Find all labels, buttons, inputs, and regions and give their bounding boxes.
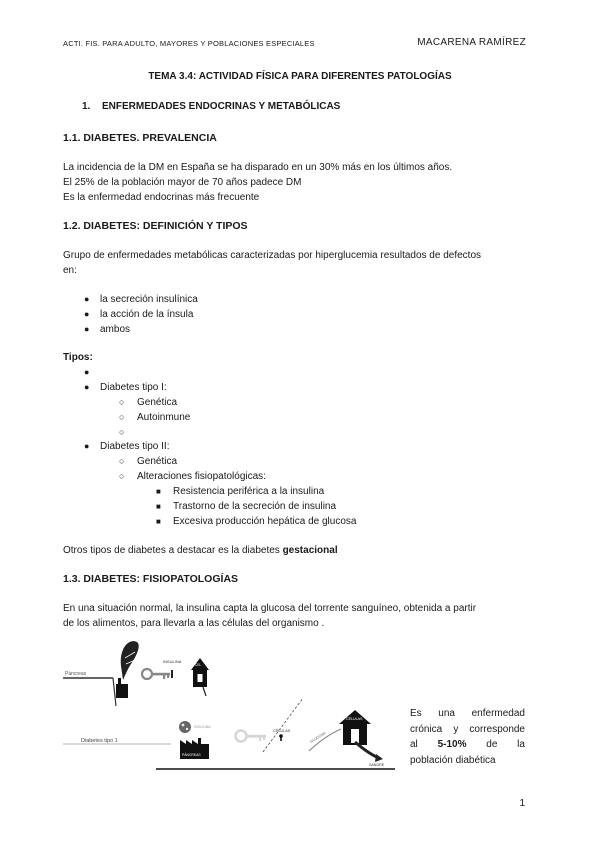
list-item: ○ Genética <box>119 456 178 467</box>
list-item: ■ Resistencia periférica a la insulina <box>156 486 325 497</box>
insulin-mechanism-figure <box>63 636 408 774</box>
factory-chimney <box>118 678 121 685</box>
type-1-sublist <box>119 395 191 440</box>
list-item: ● la acción de la ínsula <box>84 309 194 320</box>
defects-list <box>84 292 198 337</box>
bullet-circle-icon: ○ <box>119 456 125 466</box>
list-item: ○ Autoinmune <box>119 412 191 423</box>
bullet-square-icon: ■ <box>156 517 161 526</box>
prevalence-paragraph <box>63 160 533 205</box>
bullet-disc-icon: ● <box>84 367 90 377</box>
bullet-square-icon: ■ <box>156 487 161 496</box>
pathophysiology-sublist <box>156 484 357 529</box>
gestational-line: Otros tipos de diabetes a destacar es la diabetes gestacional <box>63 545 338 556</box>
bullet-circle-icon: ○ <box>119 412 125 422</box>
section-1-heading <box>82 101 340 112</box>
faded-key-icon <box>236 731 267 742</box>
prevalence-line: Es la enfermedad endocrinas más frecuente <box>63 192 260 203</box>
header-author: MACARENA RAMÍREZ <box>417 37 526 48</box>
list-item: ■ Trastorno de la secreción de insulina <box>156 501 337 512</box>
pancreas-figure <box>116 641 139 698</box>
row-1-label: Páncreas <box>65 671 87 677</box>
side-note-line: Es una enfermedad <box>410 708 525 719</box>
side-note <box>410 706 525 768</box>
keyhole-icon <box>279 734 283 741</box>
types-list-cont <box>84 439 170 454</box>
side-note-line: población diabética <box>410 754 496 766</box>
physiopathology-paragraph <box>63 601 533 631</box>
dashed-line <box>263 698 303 752</box>
physiopathology-line: En una situación normal, la insulina capta la glucosa del torrente sanguíneo, obtenida a partir <box>63 603 477 614</box>
bullet-disc-icon: ● <box>84 382 90 392</box>
definition-line: Grupo de enfermedades metabólicas caracterizadas por hiperglucemia resultados de defectos <box>63 250 482 261</box>
side-note-line: crónica y corresponde <box>410 723 525 735</box>
list-item-type-2: ● Diabetes tipo II: <box>84 441 170 452</box>
type-2-sublist <box>119 454 266 484</box>
lock-bar <box>171 670 173 678</box>
page-number: 1 <box>519 798 525 809</box>
list-item: ● la secreción insulínica <box>84 294 198 305</box>
page-title: TEMA 3.4: ACTIVIDAD FÍSICA PARA DIFERENTES PATOLOGÍAS <box>148 71 452 82</box>
list-item-empty <box>84 365 167 380</box>
bullet-circle-icon: ○ <box>119 471 125 481</box>
section-1-label: ENFERMEDADES ENDOCRINAS Y METABÓLICAS <box>102 101 341 112</box>
types-list <box>84 365 167 395</box>
bullet-circle-icon: ○ <box>119 427 125 437</box>
glucose-caption: GLUCOSA <box>309 731 327 744</box>
prevalence-line: El 25% de la población mayor de 70 años padece DM <box>63 177 302 188</box>
definition-line: en: <box>63 265 77 276</box>
row-2-label: Diabetes tipo 1 <box>81 738 118 744</box>
row-normal <box>63 641 209 706</box>
cell-caption: CÉLULAS <box>346 717 363 721</box>
header-course: ACTI. FIS. PARA ADULTO, MAYORES Y POBLACIONES ESPECIALES <box>63 39 315 48</box>
bullet-disc-icon: ● <box>84 441 90 451</box>
percentage-highlight: 5-10% <box>437 739 467 750</box>
list-item: ○ Genética <box>119 397 178 408</box>
list-item: ○ Alteraciones fisiopatológicas: <box>119 471 266 482</box>
arrow-head-icon <box>375 754 383 762</box>
bullet-disc-icon: ● <box>84 309 90 319</box>
insulin-caption: INSULINA <box>163 659 182 664</box>
row-diabetes-type-1 <box>63 698 395 769</box>
heading-1-2: 1.2. DIABETES: DEFINICIÓN Y TIPOS <box>63 220 248 232</box>
bullet-disc-icon: ● <box>84 294 90 304</box>
physiopathology-line: de los alimentos, para llevarla a las células del organismo . <box>63 618 325 629</box>
svg-text:CEL: CEL <box>195 663 202 667</box>
side-note-line: al 5-10% de la <box>410 737 525 753</box>
factory-icon <box>116 684 128 698</box>
definition-paragraph <box>63 248 533 278</box>
bullet-disc-icon: ● <box>84 324 90 334</box>
gestational-term: gestacional <box>282 545 338 556</box>
heading-1-1: 1.1. DIABETES. PREVALENCIA <box>63 132 217 144</box>
damaged-pancreas-figure <box>179 721 211 759</box>
connector-line <box>113 678 116 706</box>
prevalence-line: La incidencia de la DM en España se ha disparado en un 30% más en los últimos años. <box>63 162 453 173</box>
blood-caption: SANGRE <box>369 763 385 767</box>
connector-line <box>203 687 206 696</box>
cell-house-icon <box>191 658 209 687</box>
cells-caption: CÉLULAS <box>273 729 291 733</box>
faded-insulin-caption: INSULINA <box>194 725 211 729</box>
bullet-circle-icon: ○ <box>119 397 125 407</box>
cell-house-icon <box>339 710 371 745</box>
damaged-pancreas-icon <box>179 721 191 733</box>
list-item-empty <box>119 425 190 440</box>
heading-1-3: 1.3. DIABETES: FISIOPATOLOGÍAS <box>63 573 239 585</box>
tipos-label: Tipos: <box>63 352 93 363</box>
section-1-number: 1. <box>82 101 91 112</box>
bullet-square-icon: ■ <box>156 502 161 511</box>
pancreas-caption: PÁNCREAS <box>182 753 201 757</box>
pancreas-icon <box>121 641 139 680</box>
list-item-type-1: ● Diabetes tipo I: <box>84 382 167 393</box>
list-item: ■ Excesiva producción hepática de glucosa <box>156 516 357 527</box>
list-item: ● ambos <box>84 324 131 335</box>
key-icon <box>142 669 170 679</box>
